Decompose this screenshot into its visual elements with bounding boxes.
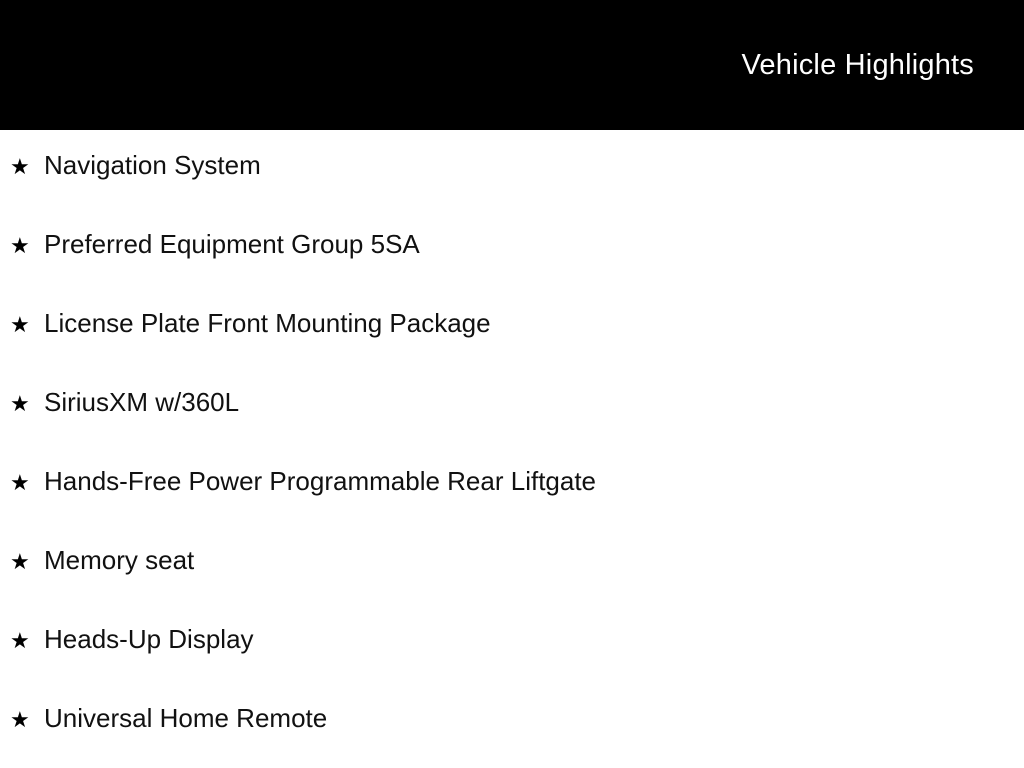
list-item	[0, 547, 1024, 626]
highlight-label: Navigation System	[44, 150, 261, 180]
list-item	[0, 626, 1024, 705]
star-icon: ★	[10, 391, 30, 416]
highlight-label: Heads-Up Display	[44, 624, 254, 654]
highlight-label: Universal Home Remote	[44, 703, 328, 733]
star-icon: ★	[10, 707, 30, 732]
star-icon: ★	[10, 312, 30, 337]
list-item	[0, 310, 1024, 389]
highlight-label: Preferred Equipment Group 5SA	[44, 229, 420, 259]
vehicle-highlights-list	[0, 130, 1024, 768]
list-item	[0, 130, 1024, 231]
star-icon: ★	[10, 628, 30, 653]
list-item	[0, 389, 1024, 468]
list-item	[0, 705, 1024, 768]
highlight-label: License Plate Front Mounting Package	[44, 308, 491, 338]
star-icon: ★	[10, 549, 30, 574]
header-bar	[0, 0, 1024, 130]
list-item	[0, 468, 1024, 547]
star-icon: ★	[10, 154, 30, 179]
highlight-label: SiriusXM w/360L	[44, 387, 240, 417]
star-icon: ★	[10, 470, 30, 495]
list-item	[0, 231, 1024, 310]
star-icon: ★	[10, 233, 30, 258]
highlight-label: Hands-Free Power Programmable Rear Liftgate	[44, 466, 597, 496]
page-title: Vehicle Highlights	[741, 48, 974, 81]
highlight-label: Memory seat	[44, 545, 195, 575]
